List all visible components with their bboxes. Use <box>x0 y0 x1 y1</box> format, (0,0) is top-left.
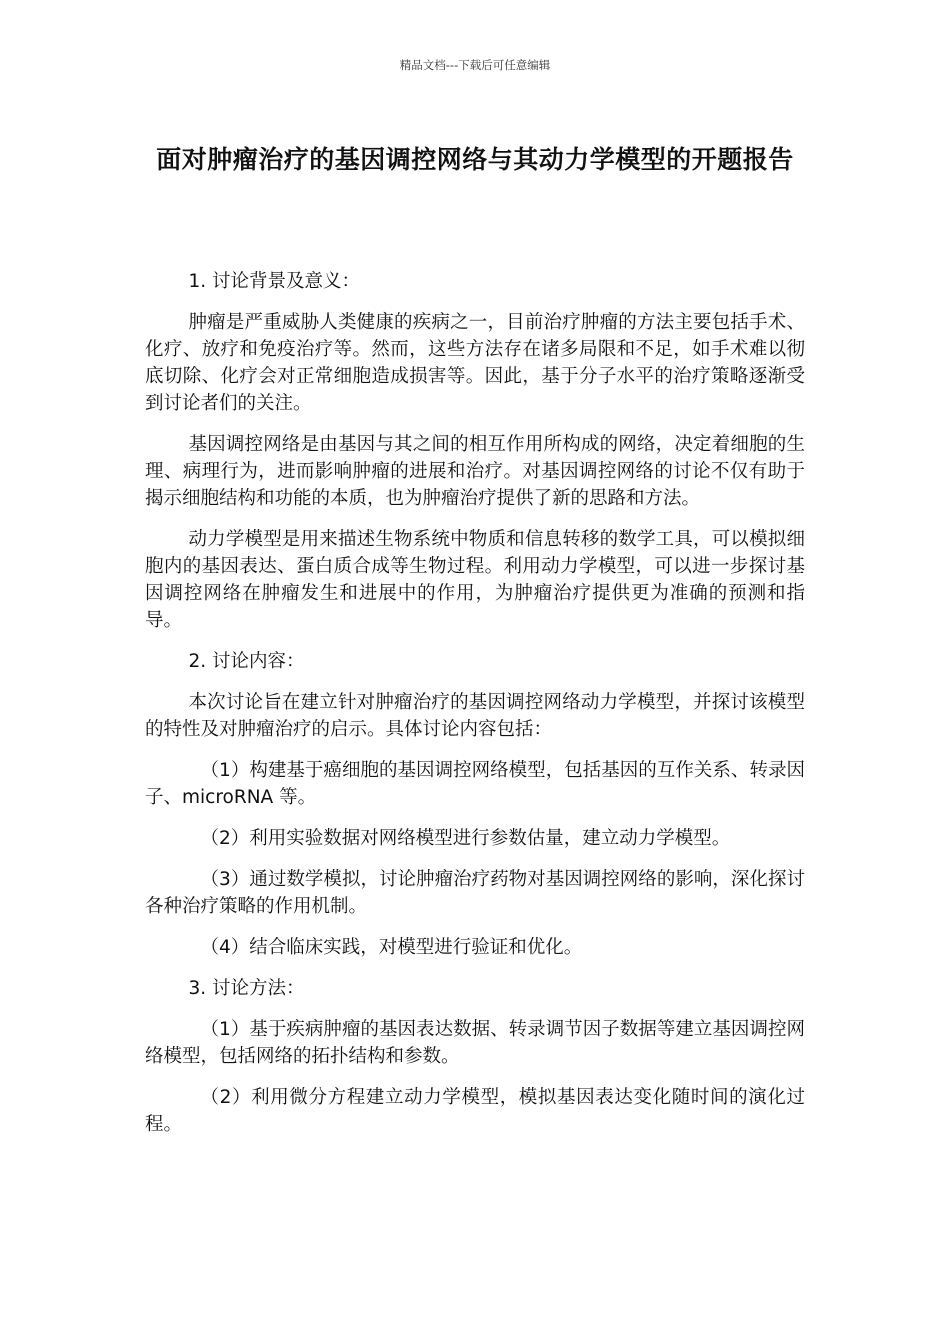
section-heading-content: 2. 讨论内容： <box>188 651 305 672</box>
list-item: （4）结合临床实践，对模型进行验证和优化。 <box>200 937 583 958</box>
page-header: 精品文档---下载后可任意编辑 <box>399 58 551 72</box>
section-heading-method: 3. 讨论方法： <box>188 978 305 999</box>
section-heading-background: 1. 讨论背景及意义： <box>188 271 361 292</box>
list-item: （1）构建基于癌细胞的基因调控网络模型，包括基因的互作关系、转录因子、microRNA 等。 <box>145 760 805 808</box>
paragraph: 基因调控网络是由基因与其之间的相互作用所构成的网络，决定着细胞的生理、病理行为，进而影响肿瘤的进展和治疗。对基因调控网络的讨论不仅有助于揭示细胞结构和功能的本质，也为肿瘤治疗提供了新的思路和方法。 <box>145 434 805 509</box>
document-title: 面对肿瘤治疗的基因调控网络与其动力学模型的开题报告 <box>156 145 794 174</box>
document-body <box>145 268 805 1152</box>
paragraph: 本次讨论旨在建立针对肿瘤治疗的基因调控网络动力学模型，并探讨该模型的特性及对肿瘤治疗的启示。具体讨论内容包括： <box>145 692 805 740</box>
paragraph: 动力学模型是用来描述生物系统中物质和信息转移的数学工具，可以模拟细胞内的基因表达、蛋白质合成等生物过程。利用动力学模型，可以进一步探讨基因调控网络在肿瘤发生和进展中的作用，为肿瘤治疗提供更为准确的预测和指导。 <box>145 529 805 631</box>
list-item: （2）利用微分方程建立动力学模型，模拟基因表达变化随时间的演化过程。 <box>145 1087 805 1135</box>
list-item: （2）利用实验数据对网络模型进行参数估量，建立动力学模型。 <box>200 828 731 849</box>
list-item: （3）通过数学模拟，讨论肿瘤治疗药物对基因调控网络的影响，深化探讨各种治疗策略的作用机制。 <box>145 869 805 917</box>
paragraph: 肿瘤是严重威胁人类健康的疾病之一，目前治疗肿瘤的方法主要包括手术、化疗、放疗和免疫治疗等。然而，这些方法存在诸多局限和不足，如手术难以彻底切除、化疗会对正常细胞造成损害等。因此，基于分子水平的治疗策略逐渐受到讨论者们的关注。 <box>145 312 805 414</box>
list-item: （1）基于疾病肿瘤的基因表达数据、转录调节因子数据等建立基因调控网络模型，包括网络的拓扑结构和参数。 <box>145 1019 805 1067</box>
